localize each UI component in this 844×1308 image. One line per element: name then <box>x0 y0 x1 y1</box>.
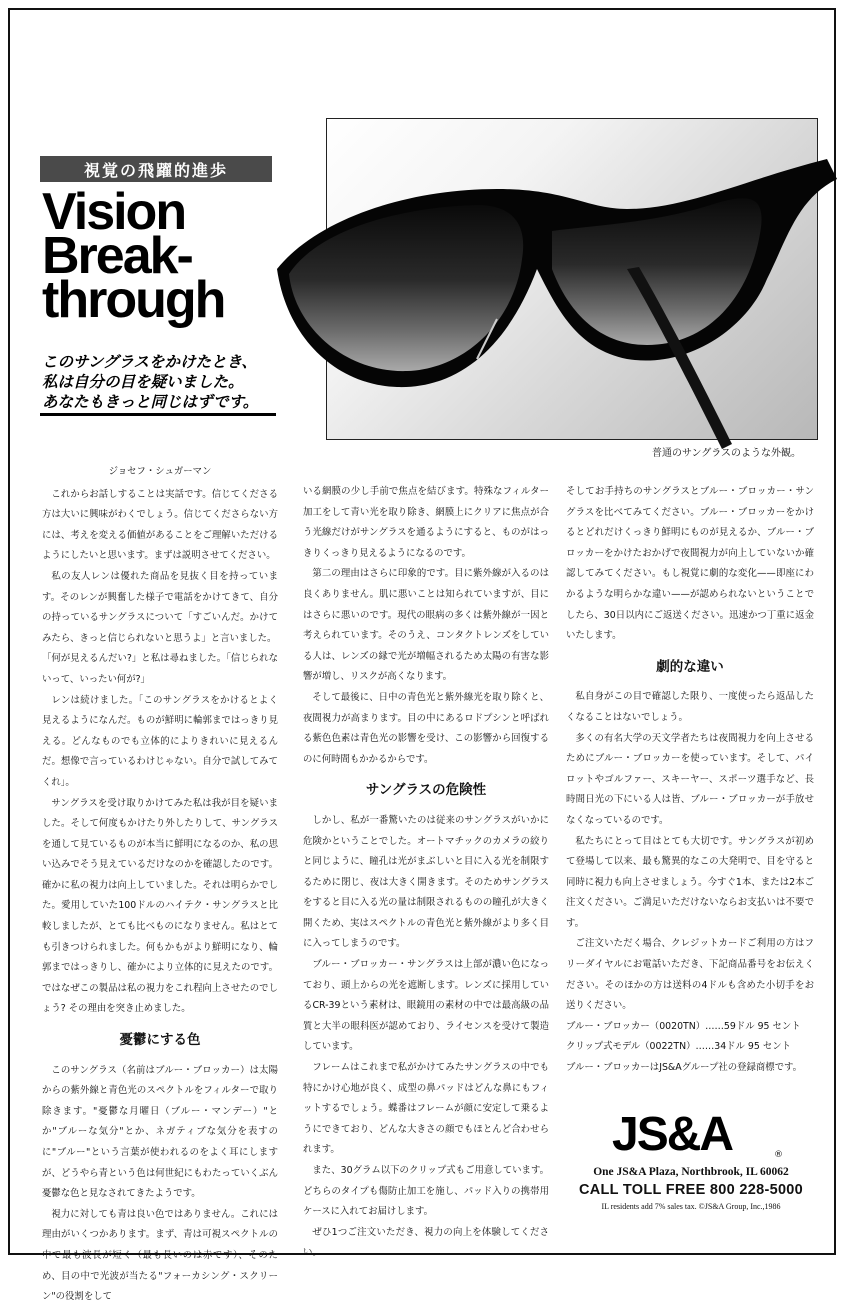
paragraph: このサングラス（名前はブルー・ブロッカー）は太陽からの紫外線と青色光のスペクトルをフィルターで取り除きます。"憂鬱な月曜日（ブルー・マンデー）"とか"ブルーな気分"とか、ネガティブな気分を表すのに"ブルー"という言葉が使われるのをよく耳にしますが、どうやら青という色は何世紀にもわたっていくぶん憂鬱な色と見なされてきたようです。 <box>42 1064 278 1200</box>
paragraph: これからお話しすることは実話です。信じてくださる方は大いに興味がわくでしょう。信じてくださらない方には、考えを変える価値があることをご理解いただけるようにしたいと思います。まずは説明させてください。 <box>42 488 278 562</box>
registered-mark: ® <box>774 1150 783 1160</box>
sunglasses-image <box>327 119 819 441</box>
paragraph: いる網膜の少し手前で焦点を結びます。特殊なフィルター加工をして青い光を取り除き、網膜上にクリアに焦点が合う光線だけがサングラスを通るようにすると、ものがはっきりくっきり見えるようになるのです。 <box>303 486 549 559</box>
paragraph: レンは続けました。「このサングラスをかけるとよく見えるようになんだ。ものが鮮明に輪郭まではっきり見える。どんなものでも立体的によりきれいに見えるんだ。想像で言っているわけじゃない。自分で試してみてくれ」。 <box>42 694 278 788</box>
section-tag: 視覚の飛躍的進歩 <box>40 156 272 182</box>
headline-line-2: Break- <box>42 227 192 285</box>
photo-caption: 普通のサングラスのような外観。 <box>652 448 801 459</box>
subheadline-line-3: あなたもきっと同じはずです。 <box>42 393 259 411</box>
paragraph: ご注文いただく場合、クレジットカードご利用の方はフリーダイヤルにお電話いただき、下記商品番号をお伝えください。そのほかの方は送料の4ドルも含めた小切手をお送りください。 <box>566 938 814 1012</box>
legal-note: IL residents add 7% sales tax. ©JS&A Group, Inc.,1986 <box>601 1202 781 1211</box>
subheadline-line-2: 私は自分の目を疑いました。 <box>42 373 244 391</box>
paragraph: 第二の理由はさらに印象的です。目に紫外線が入るのは良くありません。肌に悪いことは知られていますが、目にはさらに悪いのです。現代の眼病の多くは紫外線が一因と考えられています。そのうえ、コンタクトレンズをしている人は、レンズの縁で光が増幅されるため太陽の有害な影響が増し、リスクが高くなります。 <box>303 568 549 683</box>
company-address: One JS&A Plaza, Northbrook, IL 60062 <box>593 1166 789 1178</box>
section-heading: 劇的な違い <box>656 658 724 675</box>
author-byline: ジョセフ・シュガーマン <box>108 466 212 477</box>
paragraph: ぜひ1つご注文いただき、視力の向上を体験してください。 <box>303 1226 549 1259</box>
jsa-logo: JS&A <box>612 1108 733 1161</box>
paragraph: しかし、私が一番驚いたのは従来のサングラスがいかに危険かということでした。オートマチックのカメラの絞りと同じように、瞳孔は光がまぶしいと目に入る光を制限するために閉じ、夜は大きく開きます。そのためサングラスをすると目に入る光の量は制限されるものの瞳孔が大きく開くため、実はスペクトルの青色光と紫外線がより多く目に入ってしまうのです。 <box>303 814 549 950</box>
section-heading: サングラスの危険性 <box>365 782 487 799</box>
headline <box>42 183 225 329</box>
headline-line-3: through <box>42 271 225 329</box>
column-1 <box>42 462 278 1308</box>
paragraph: ブルー・ブロッカー・サングラスは上部が濃い色になっており、頭上からの光を遮断します。レンズに採用しているCR-39という素材は、眼鏡用の素材の中では最高級の品質と大半の眼科医が認めており、ライセンスを受けて製造しています。 <box>303 959 549 1053</box>
sunglasses-photo <box>326 118 818 440</box>
paragraph: 私自身がこの目で確認した限り、一度使ったら返品したくなることはないでしょう。 <box>566 691 814 723</box>
headline-line-1: Vision <box>42 183 186 241</box>
paragraph: そしてお手持ちのサングラスとブルー・ブロッカー・サングラスを比べてみてください。ブルー・ブロッカーをかけるとどれだけくっきり鮮明にものが見えるか、ブルー・ブロッカーをかけたおかげで夜間視力が向上していないか確認してみてください。もし視覚に劇的な変化——即座にわかるような明らかな違い——が認められないということでしたら、30日以内にご返送ください。迅速かつ丁重に返金いたします。 <box>566 486 814 642</box>
trademark-note: ブルー・ブロッカーはJS&Aグループ社の登録商標です。 <box>566 1062 803 1074</box>
section-heading: 憂鬱にする色 <box>119 1032 201 1049</box>
paragraph: 多くの有名大学の天文学者たちは夜間視力を向上させるためにブルー・ブロッカーを使っています。そして、パイロットやゴルファー、スキーヤー、スポーツ選手など、長時間日光の下にいる人は皆、ブルー・ブロッカーが手放せなくなっているのです。 <box>566 732 814 826</box>
subheadline <box>42 352 258 412</box>
order-line: ブルー・ブロッカー（0020TN）……59ドル 95 セント <box>566 1020 801 1032</box>
column-2 <box>303 482 549 1264</box>
toll-free-number: CALL TOLL FREE 800 228-5000 <box>578 1182 804 1198</box>
paragraph: 「何が見えるんだい?」と私は尋ねました。「信じられないって、いったい何が?」 <box>42 653 278 685</box>
paragraph: 私の友人レンは優れた商品を見抜く目を持っています。そのレンが興奮した様子で電話をかけてきて、自分の持っているサングラスについて「すごいんだ。かけてみたら、きっと信じられないと思うよ」と言いました。 <box>42 570 278 644</box>
order-line: クリップ式モデル（0022TN）……34ドル 95 セント <box>566 1041 791 1053</box>
subheadline-rule <box>40 413 276 416</box>
paragraph: 視力に対しても青は良い色ではありません。これには理由がいくつかあります。まず、青は可視スペクトルの中で最も波長が短く（最も長いのは赤です）、そのため、目の中で光波が当たる"フォーカシング・スクリーン"の役割をして <box>42 1208 278 1303</box>
paragraph: 私たちにとって目はとても大切です。サングラスが初めて登場して以来、最も驚異的なこの大発明で、目を守ると同時に視力も向上させましょう。今すぐ1本、または2本ご注文ください。ご満足いただけないならお支払いは不要です。 <box>566 835 814 929</box>
paragraph: また、30グラム以下のクリップ式もご用意しています。どちらのタイプも傷防止加工を施し、パッド入りの携帯用ケースに入れてお届けします。 <box>303 1165 549 1218</box>
paragraph: そして最後に、日中の青色光と紫外線光を取り除くと、夜間視力が高まります。目の中にあるロドプシンと呼ばれる紫色色素は青色光の影響を受け、この影響から回復するのに何時間もかかるからです。 <box>303 691 549 765</box>
paragraph: フレームはこれまで私がかけてみたサングラスの中でも特にかけ心地が良く、成型の鼻パッドはどんな鼻にもフィットするでしょう。蝶番はフレームが顔に安定して乗るようにできており、どんな大きさの顔でもほとんど合わせられます。 <box>303 1062 549 1156</box>
column-3 <box>566 482 814 1079</box>
subheadline-line-1: このサングラスをかけたとき、 <box>42 353 257 371</box>
paragraph: サングラスを受け取りかけてみた私は我が目を疑いました。そして何度もかけたり外したりして、サングラスを通して見ているものが本当に鮮明になるのか、私の思い込みでそう見えているだけなのかを確認したのです。確かに私の視力は向上していました。それは明らかでした。愛用していた100ドルのハイテク・サングラスと比較しましたが、とても比べものになりません。私はとても引きつけられました。何もかもがより鮮明になり、輪郭まではっきりし、確かにより立体的に見えたのです。ではなぜこの製品は私の視力をこれ程向上させたのでしょう? その理由を突き止めました。 <box>42 797 278 1015</box>
